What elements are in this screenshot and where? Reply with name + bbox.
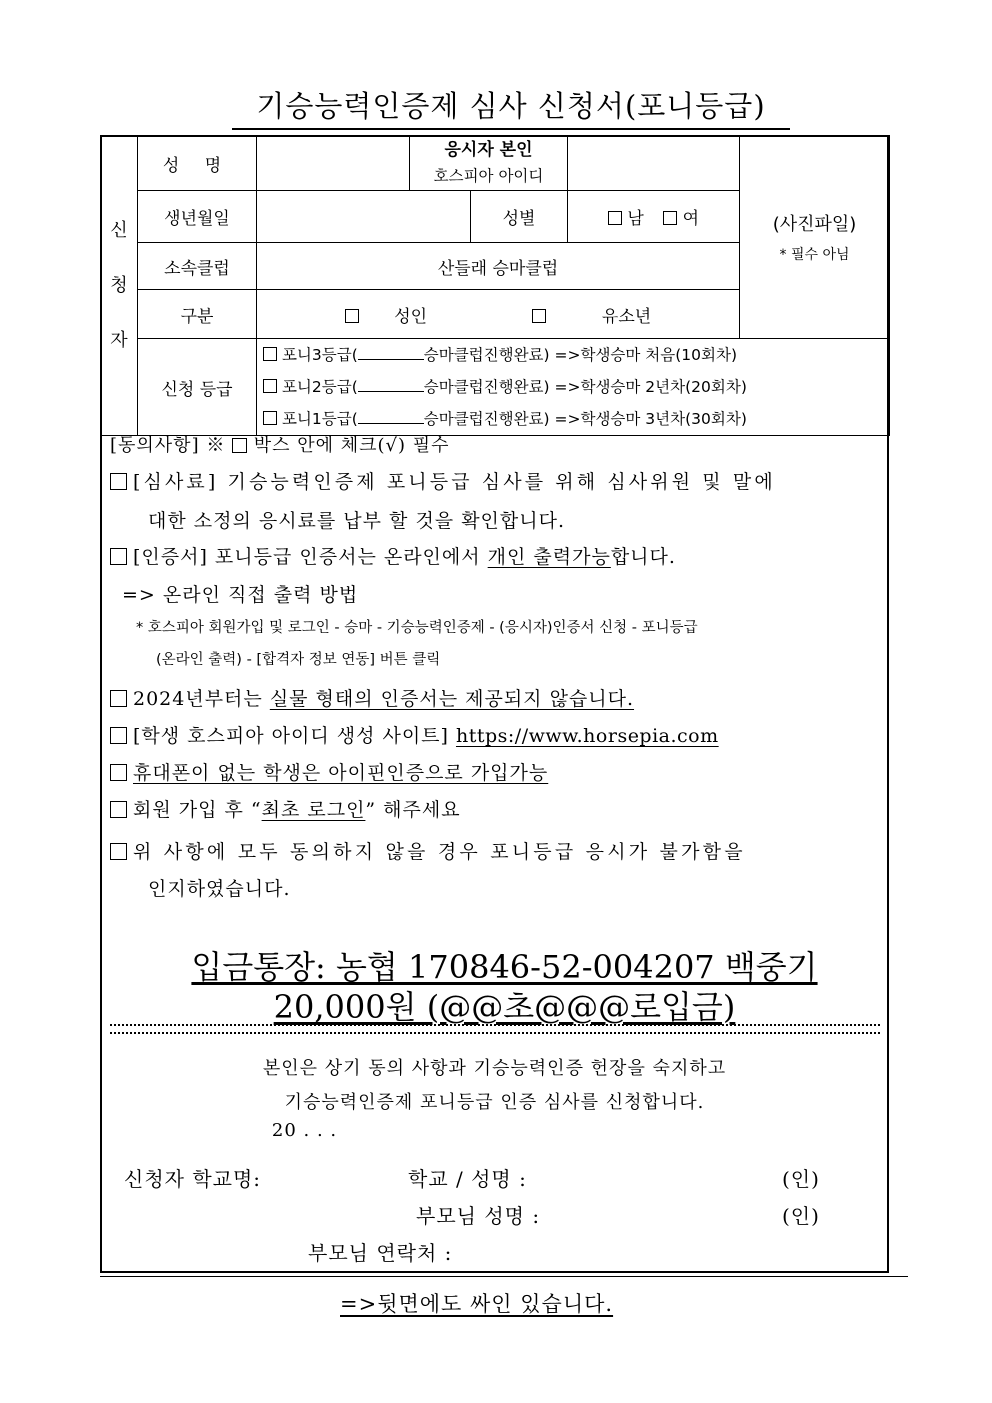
page-title: 기승능력인증제 심사 신청서(포니등급)	[232, 86, 790, 130]
birth-label: 생년월일	[138, 191, 257, 243]
grade-option[interactable]: 포니3등급( 승마클럽진행완료) =>학생승마 처음(10회차)	[263, 339, 889, 371]
consent-item-certificate[interactable]: [인증서] 포니등급 인증서는 온라인에서 개인 출력가능합니다.	[110, 542, 676, 569]
consent-item-ipin[interactable]: 휴대폰이 없는 학생은 아이핀인증으로 가입가능	[110, 758, 548, 785]
gender-male-label: 남	[627, 209, 644, 229]
consent-header: [동의사항] ※ 박스 안에 체크(√) 필수	[110, 435, 450, 456]
divider	[110, 1024, 880, 1034]
consent-item-first-login[interactable]: 회원 가입 후 “최초 로그인” 해주세요	[110, 795, 461, 822]
print-method-line2: (온라인 출력) - [합격자 정보 연동] 버튼 클릭	[156, 652, 441, 668]
consent-checkbox	[110, 801, 127, 818]
grade-label: 신청 등급	[138, 339, 257, 436]
bank-amount: 20,000원 (@@초@@@로입금)	[273, 988, 736, 1026]
footer-note: =>뒷면에도 싸인 있습니다.	[340, 1292, 614, 1316]
applicant-school-label: 신청자 학교명:	[124, 1167, 262, 1191]
declaration-date: 20 . . .	[271, 1120, 338, 1141]
category-adult-label: 성인	[394, 306, 428, 327]
declaration-line2: 기승능력인증제 포니등급 인증 심사를 신청합니다.	[284, 1092, 705, 1113]
applicant-self-label: 응시자 본인	[444, 140, 533, 160]
gender-female-label: 여	[682, 209, 700, 229]
parent-name-label: 부모님 성명 :	[416, 1204, 541, 1228]
bank-account: 입금통장: 농협 170846-52-004207 백중기	[191, 948, 818, 986]
consent-item-no-physical[interactable]: 2024년부터는 실물 형태의 인증서는 제공되지 않습니다.	[110, 684, 634, 711]
grade-option[interactable]: 포니2등급( 승마클럽진행완료) =>학생승마 2년차(20회차)	[263, 371, 889, 403]
category-youth-label: 유소년	[601, 306, 652, 327]
category-label: 구분	[138, 290, 257, 339]
print-method-line1: * 호스피아 회원가입 및 로그인 - 승마 - 기승능력인증제 - (응시자)인증서 신청 - 포니등급	[136, 620, 698, 636]
parent-seal: (인)	[782, 1204, 820, 1228]
checkbox-sample	[232, 438, 247, 453]
photo-note: * 필수 아님	[779, 247, 850, 263]
consent-checkbox	[110, 473, 127, 490]
vertical-char: 자	[110, 330, 128, 351]
vertical-char: 신	[110, 220, 128, 241]
consent-item-fee-line2: 대한 소정의 응시료를 납부 할 것을 확인합니다.	[148, 510, 566, 532]
student-seal: (인)	[782, 1167, 820, 1191]
student-name-label: 학교 / 성명 :	[408, 1167, 527, 1191]
parent-contact-label: 부모님 연락처 :	[308, 1241, 453, 1265]
consent-item-agreement[interactable]: 위 사항에 모두 동의하지 않을 경우 포니등급 응시가 불가함을	[110, 837, 746, 864]
horsepia-id-caption: 호스피아 아이디	[433, 167, 544, 185]
grade-option[interactable]: 포니1등급( 승마클럽진행완료) =>학생승마 3년차(30회차)	[263, 403, 889, 435]
consent-item-agreement-line2: 인지하였습니다.	[148, 878, 291, 900]
bottom-rule	[100, 1276, 908, 1277]
name-label: 성 명	[138, 136, 257, 191]
consent-item-id-site[interactable]: [학생 호스피아 아이디 생성 사이트] https://www.horsepia.com	[110, 721, 719, 748]
horsepia-link[interactable]: https://www.horsepia.com	[455, 725, 719, 747]
club-value: 산들래 승마클럽	[257, 243, 740, 290]
consent-checkbox	[110, 690, 127, 707]
consent-checkbox	[110, 843, 127, 860]
vertical-char: 청	[110, 275, 128, 296]
consent-checkbox	[110, 548, 127, 565]
consent-item-fee[interactable]: [심사료] 기승능력인증제 포니등급 심사를 위해 심사위원 및 말에	[110, 467, 776, 494]
gender-label: 성별	[471, 191, 568, 243]
club-label: 소속클럽	[138, 243, 257, 290]
print-method-title: => 온라인 직접 출력 방법	[122, 584, 359, 606]
photo-label: (사진파일)	[772, 214, 857, 235]
consent-checkbox	[110, 727, 127, 744]
consent-checkbox	[110, 764, 127, 781]
declaration-line1: 본인은 상기 동의 사항과 기승능력인증 헌장을 숙지하고	[262, 1058, 727, 1079]
